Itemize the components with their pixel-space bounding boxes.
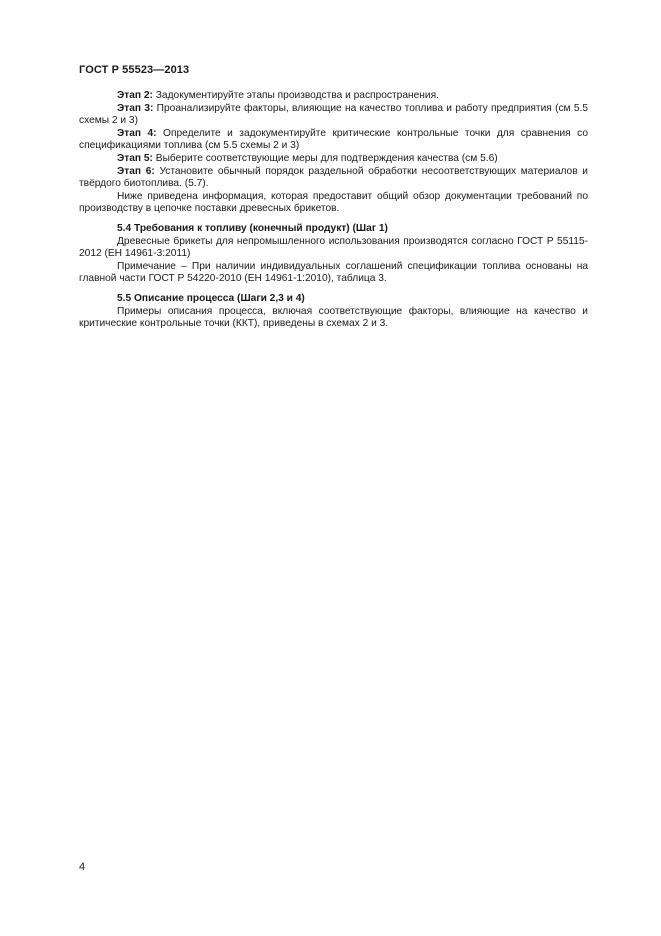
step-label: Этап 5: bbox=[117, 152, 153, 164]
step-text: Проанализируйте факторы, влияющие на качество топлива и работу предприятия (см 5.5 схемы 2 и 3) bbox=[79, 102, 588, 127]
section-5-5-heading: 5.5 Описание процесса (Шаги 2,3 и 4) bbox=[117, 292, 305, 304]
section-5-4-heading: 5.4 Требования к топливу (конечный продукт) (Шаг 1) bbox=[117, 222, 388, 234]
step-label: Этап 2: bbox=[117, 90, 153, 101]
step-label: Этап 4: bbox=[117, 127, 157, 139]
document-header: ГОСТ Р 55523—2013 bbox=[79, 64, 190, 76]
page-number: 4 bbox=[79, 861, 86, 873]
step-text: Выберите соответствующие меры для подтверждения качества (см 5.6) bbox=[152, 152, 498, 164]
step-6-paragraph bbox=[79, 166, 588, 191]
step-label: Этап 6: bbox=[117, 165, 155, 177]
step-label: Этап 3: bbox=[117, 102, 154, 114]
step-text: Установите обычный порядок раздельной обработки несоответствующих материалов и твёрдого биотоплива. (5.7). bbox=[79, 165, 588, 190]
intro-paragraph: Ниже приведена информация, которая предоставит общий обзор документации требований по производству в цепочке поставки древесных брикетов. bbox=[79, 190, 588, 215]
section-5-4-note: Примечание – При наличии индивидуальных соглашений спецификации топлива основаны на главной части ГОСТ Р 54220-2010 (ЕН 14961-1:2010), таблица 3. bbox=[79, 260, 588, 285]
step-text: Определите и задокументируйте критические контрольные точки для сравнения со спецификациями топлива (см 5.5 схемы 2 и 3) bbox=[79, 127, 588, 152]
step-3-paragraph bbox=[79, 103, 588, 128]
step-2-paragraph bbox=[79, 90, 588, 103]
section-5-4-paragraph: Древесные брикеты для непромышленного использования производятся согласно ГОСТ Р 55115-2012 (ЕН 14961-3:2011) bbox=[79, 235, 588, 260]
document-body bbox=[79, 90, 588, 331]
section-5-5-paragraph: Примеры описания процесса, включая соответствующие факторы, влияющие на качество и критические контрольные точки (ККТ), приведены в схемах 2 и 3. bbox=[79, 305, 588, 330]
step-4-paragraph bbox=[79, 128, 588, 153]
step-text: Задокументируйте этапы производства и распространения. bbox=[152, 90, 439, 101]
step-5-paragraph bbox=[79, 153, 588, 166]
